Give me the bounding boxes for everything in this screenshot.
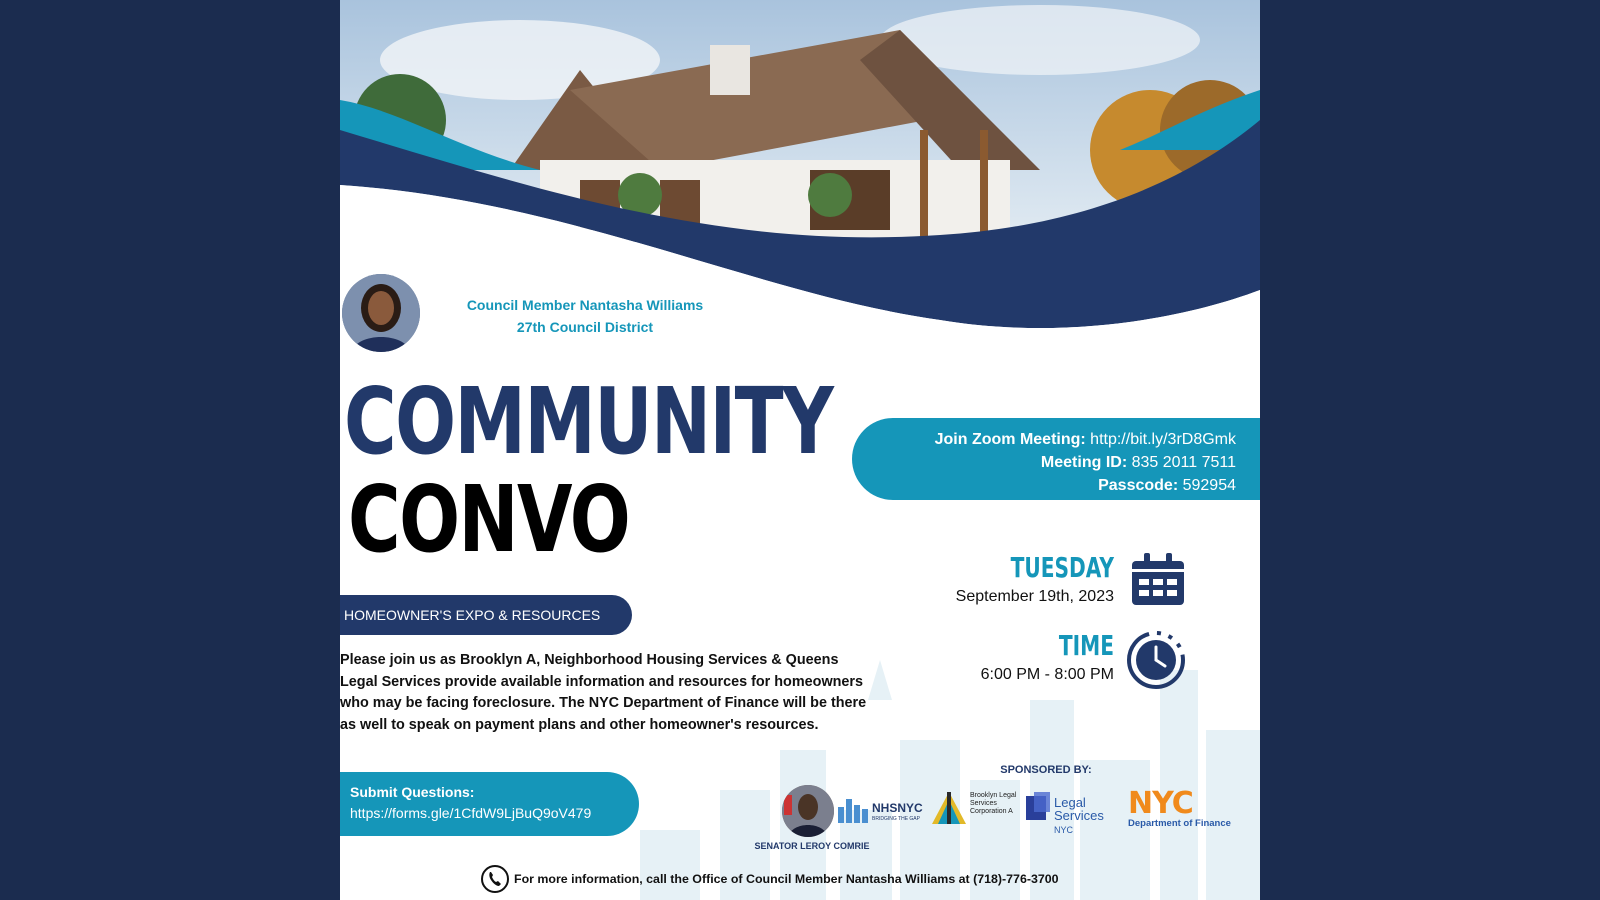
- nyc-dept-name: Department of Finance: [1128, 818, 1231, 829]
- brooklyn-a-logo: [930, 790, 1022, 830]
- zoom-join-line: [852, 428, 1236, 451]
- event-time: 6:00 PM - 8:00 PM: [980, 666, 1114, 683]
- council-member-name: Council Member Nantasha Williams: [466, 297, 704, 313]
- zoom-passcode-line: [852, 474, 1236, 497]
- brooklyn-a-name: Brooklyn Legal Services Corporation A: [970, 792, 1017, 815]
- zoom-info-box: [852, 418, 1260, 500]
- submit-questions-link[interactable]: https://forms.gle/1CfdW9LjBuQ9oV479: [350, 805, 592, 821]
- council-district: 27th Council District: [516, 319, 654, 335]
- legal-services-line3: NYC: [1054, 825, 1074, 835]
- zoom-meeting-id-label: Meeting ID:: [1040, 454, 1128, 471]
- submit-questions-box: [340, 772, 639, 836]
- phone-icon: [480, 864, 510, 894]
- time-label: TIME: [1058, 629, 1114, 662]
- submit-questions-label: Submit Questions:: [350, 784, 475, 800]
- nhs-name: NHSNYC: [872, 801, 923, 815]
- expo-badge: HOMEOWNER'S EXPO & RESOURCES: [340, 595, 632, 635]
- zoom-join-label: Join Zoom Meeting:: [934, 431, 1086, 448]
- legal-services-line2: Services: [1054, 808, 1104, 823]
- zoom-meeting-id: 835 2011 7511: [1131, 454, 1236, 471]
- scales-icon: [930, 790, 968, 826]
- senator-photo: [782, 785, 834, 837]
- zoom-join-link[interactable]: http://bit.ly/3rD8Gmk: [1090, 431, 1236, 448]
- council-member-photo: [342, 274, 420, 352]
- nhs-tagline: BRIDGING THE GAP: [872, 816, 920, 822]
- event-day: TUESDAY: [1010, 551, 1114, 584]
- title-convo: CONVO: [348, 466, 630, 573]
- clock-icon: [1126, 630, 1186, 690]
- sponsored-by-heading: SPONSORED BY:: [1000, 764, 1092, 776]
- legal-services-text: [1054, 796, 1122, 837]
- title-community: COMMUNITY: [344, 368, 833, 475]
- footer-text: For more information, call the Office of Council Member Nantasha Williams at (718)-776-3700: [514, 872, 1059, 886]
- flyer: [340, 0, 1260, 900]
- zoom-meeting-id-line: [852, 451, 1236, 474]
- legal-services-square-icon: [1026, 792, 1050, 820]
- nhs-skyline-icon: [836, 795, 870, 823]
- zoom-passcode-label: Passcode:: [1098, 477, 1179, 494]
- nyc-logo-text: NYC: [1128, 786, 1193, 821]
- event-description: Please join us as Brooklyn A, Neighborhood Housing Services & Queens Legal Services provide available information and resources for homeowners who may be facing foreclosure. The NYC Department of Finance will be there as well to speak on payment plans and other homeowner's resources.: [340, 652, 867, 733]
- nyc-finance-logo: [1128, 788, 1246, 832]
- zoom-passcode: 592954: [1182, 477, 1236, 494]
- footer-contact: [480, 864, 1120, 894]
- legal-services-line1: Legal: [1054, 795, 1086, 810]
- hero-house-image: [340, 0, 1260, 340]
- council-member-info: [440, 294, 730, 338]
- nhsnyc-logo: [836, 795, 926, 825]
- senator-name: SENATOR LEROY COMRIE: [754, 841, 870, 851]
- calendar-icon: [1130, 553, 1186, 607]
- event-date: September 19th, 2023: [955, 588, 1114, 605]
- legal-services-nyc-logo: [1026, 792, 1122, 835]
